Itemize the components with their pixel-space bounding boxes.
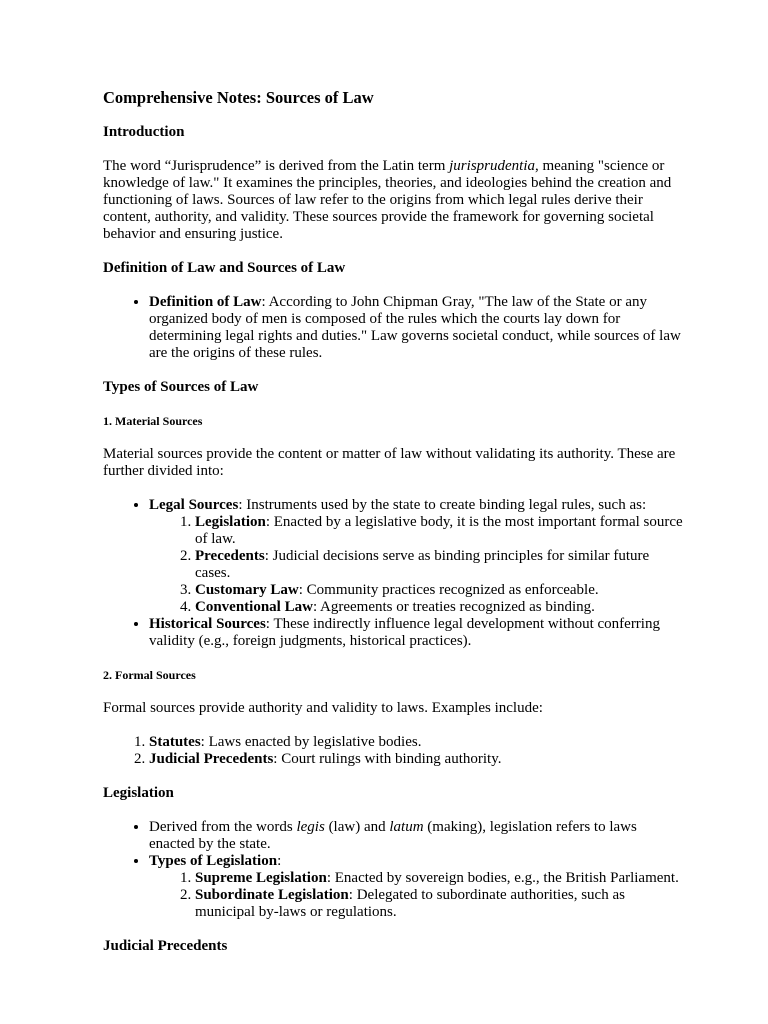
item-label: Precedents [195, 548, 265, 564]
legal-sources-text: : Instruments used by the state to create binding legal rules, such as: [238, 497, 647, 513]
legislation-types-sublist [149, 870, 683, 921]
list-item [149, 294, 683, 362]
list-item [195, 599, 683, 616]
item-text: : Community practices recognized as enforceable. [298, 582, 599, 598]
item-label: Legislation [195, 514, 266, 530]
legislation-text-a: Derived from the words [149, 819, 297, 835]
list-item [149, 751, 683, 768]
formal-intro: Formal sources provide authority and validity to laws. Examples include: [103, 700, 543, 716]
item-label: Supreme Legislation [195, 870, 327, 886]
historical-sources-label: Historical Sources [149, 616, 266, 632]
item-text: : Judicial decisions serve as binding principles for similar future cases. [195, 548, 650, 581]
list-item [195, 887, 683, 921]
section-heading-introduction: Introduction [103, 124, 185, 140]
list-item [195, 514, 683, 548]
material-list [103, 497, 683, 650]
list-item [149, 616, 683, 650]
list-item [195, 548, 683, 582]
list-item [149, 497, 683, 616]
list-item [149, 819, 683, 853]
material-intro: Material sources provide the content or matter of law without validating its authority. These are further divided into: [103, 446, 676, 479]
item-text: : Delegated to subordinate authorities, such as municipal by-laws or regulations. [195, 887, 625, 920]
list-item [195, 582, 683, 599]
legal-sources-label: Legal Sources [149, 497, 239, 513]
section-heading-legislation: Legislation [103, 785, 174, 801]
document-title: Comprehensive Notes: Sources of Law [103, 88, 374, 107]
item-text: : Court rulings with binding authority. [273, 751, 502, 767]
document-body [103, 89, 683, 972]
legislation-text-c: (making), legislation refers to laws enacted by the state. [149, 819, 637, 852]
historical-sources-text: : These indirectly influence legal development without conferring validity (e.g., foreign judgments, historical practices). [149, 616, 660, 649]
item-label: Conventional Law [195, 599, 313, 615]
intro-paragraph [103, 158, 683, 243]
item-label: Subordinate Legislation [195, 887, 349, 903]
list-item [195, 870, 683, 887]
item-text: : Laws enacted by legislative bodies. [200, 734, 422, 750]
subsection-heading-formal: 2. Formal Sources [103, 668, 196, 682]
types-of-legislation-label: Types of Legislation [149, 853, 278, 869]
list-item [149, 853, 683, 921]
item-label: Judicial Precedents [149, 751, 274, 767]
section-heading-judicial-precedents: Judicial Precedents [103, 938, 228, 954]
item-label: Statutes [149, 734, 201, 750]
item-label: Customary Law [195, 582, 299, 598]
definition-text: : According to John Chipman Gray, "The law of the State or any organized body of men is composed of the rules which the courts lay down for determining legal rights and duties." Law governs societal conduct, while sources of law are the origins of these rules. [149, 294, 681, 361]
subsection-heading-material: 1. Material Sources [103, 414, 203, 428]
legal-sources-sublist [149, 514, 683, 616]
definition-label: Definition of Law [149, 294, 262, 310]
definition-list [103, 294, 683, 362]
item-text: : Enacted by sovereign bodies, e.g., the British Parliament. [326, 870, 679, 886]
latin-term-legis: legis [296, 819, 325, 835]
list-item [149, 734, 683, 751]
item-text: : Enacted by a legislative body, it is the most important formal source of law. [195, 514, 683, 547]
item-text: : Agreements or treaties recognized as binding. [312, 599, 595, 615]
formal-list [103, 734, 683, 768]
intro-latin-term: jurisprudentia [449, 158, 535, 174]
legislation-text-b: (law) and [324, 819, 390, 835]
types-of-legislation-colon: : [277, 853, 282, 869]
section-heading-definition: Definition of Law and Sources of Law [103, 260, 346, 276]
intro-text-b: , meaning "science or knowledge of law." It examines the principles, theories, and ideologies behind the creation and functioning of laws. Sources of law refer to the origins from which legal rules derive their content, authority, and validity. These sources provide the framework for governing societal behavior and ensuring justice. [103, 158, 672, 242]
latin-term-latum: latum [389, 819, 424, 835]
section-heading-types: Types of Sources of Law [103, 379, 259, 395]
intro-text-a: The word “Jurisprudence” is derived from the Latin term [103, 158, 450, 174]
legislation-list [103, 819, 683, 921]
